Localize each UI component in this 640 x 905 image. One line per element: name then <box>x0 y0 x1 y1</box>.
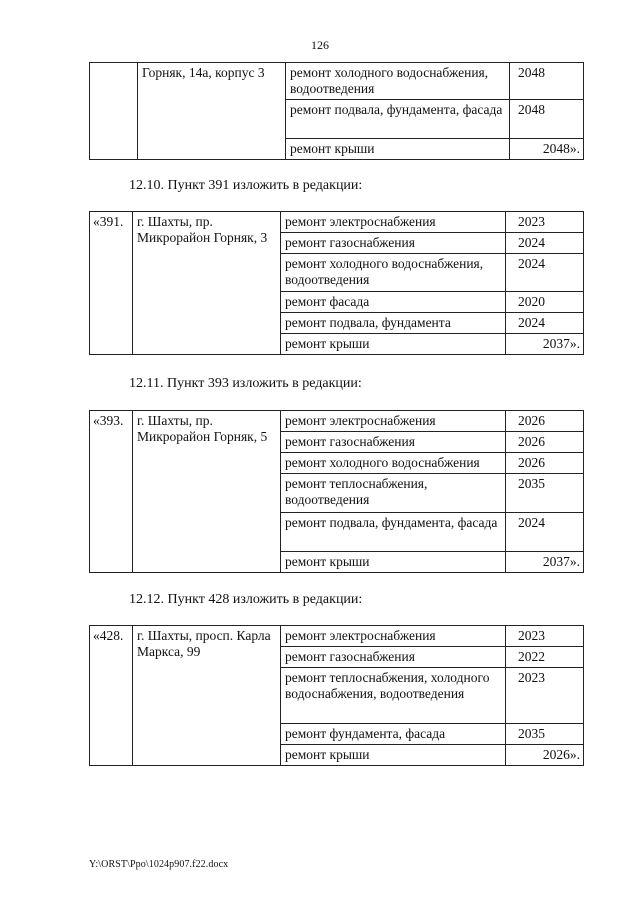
table-row <box>90 63 584 100</box>
year-cell: 2024 <box>506 233 584 254</box>
work-cell: ремонт подвала, фундамента, фасада <box>281 513 506 552</box>
year-cell: 2022 <box>506 647 584 668</box>
year-cell: 2024 <box>506 513 584 552</box>
work-cell: ремонт фасада <box>281 292 506 313</box>
work-cell: ремонт подвала, фундамента <box>281 313 506 334</box>
table-item-391 <box>89 211 584 355</box>
work-cell: ремонт подвала, фундамента, фасада <box>286 100 510 139</box>
year-cell: 2035 <box>506 724 584 745</box>
table-row <box>90 626 584 647</box>
work-cell: ремонт газоснабжения <box>281 432 506 453</box>
work-cell: ремонт фундамента, фасада <box>281 724 506 745</box>
instruction-text: 12.10. Пункт 391 изложить в редакции: <box>129 178 363 193</box>
year-cell: 2026 <box>506 432 584 453</box>
year-cell: 2023 <box>506 668 584 724</box>
item-number-cell: «428. <box>90 626 133 766</box>
year-cell: 2048 <box>510 100 584 139</box>
work-cell: ремонт электроснабжения <box>281 626 506 647</box>
table-item-393 <box>89 410 584 573</box>
item-number-cell: «393. <box>90 411 133 573</box>
table-row <box>90 212 584 233</box>
work-cell: ремонт электроснабжения <box>281 212 506 233</box>
year-cell: 2026». <box>506 745 584 766</box>
instruction-text: 12.11. Пункт 393 изложить в редакции: <box>129 376 362 391</box>
footer-file-path: Y:\ORST\Ppo\1024p907.f22.docx <box>89 859 229 870</box>
table-continuation <box>89 62 584 160</box>
year-cell: 2023 <box>506 626 584 647</box>
year-cell: 2048». <box>510 139 584 160</box>
work-cell: ремонт крыши <box>281 745 506 766</box>
address-cell: Горняк, 14а, корпус 3 <box>138 63 286 160</box>
work-cell: ремонт теплоснабжения, холодного водоснабжения, водоотведения <box>281 668 506 724</box>
item-number-cell: «391. <box>90 212 133 355</box>
year-cell: 2023 <box>506 212 584 233</box>
work-cell: ремонт холодного водоснабжения, водоотведения <box>281 254 506 292</box>
year-cell: 2024 <box>506 254 584 292</box>
work-cell: ремонт крыши <box>286 139 510 160</box>
work-cell: ремонт крыши <box>281 552 506 573</box>
table-row <box>90 411 584 432</box>
address-cell: г. Шахты, пр. Микрорайон Горняк, 3 <box>133 212 281 355</box>
work-cell: ремонт холодного водоснабжения, водоотведения <box>286 63 510 100</box>
year-cell: 2024 <box>506 313 584 334</box>
address-cell: г. Шахты, пр. Микрорайон Горняк, 5 <box>133 411 281 573</box>
work-cell: ремонт газоснабжения <box>281 647 506 668</box>
work-cell: ремонт электроснабжения <box>281 411 506 432</box>
item-number-cell <box>90 63 138 160</box>
address-cell: г. Шахты, просп. Карла Маркса, 99 <box>133 626 281 766</box>
table-item-428 <box>89 625 584 766</box>
work-cell: ремонт газоснабжения <box>281 233 506 254</box>
page-number: 126 <box>311 38 329 52</box>
year-cell: 2037». <box>506 552 584 573</box>
work-cell: ремонт теплоснабжения, водоотведения <box>281 474 506 513</box>
work-cell: ремонт крыши <box>281 334 506 355</box>
year-cell: 2035 <box>506 474 584 513</box>
work-cell: ремонт холодного водоснабжения <box>281 453 506 474</box>
instruction-text: 12.12. Пункт 428 изложить в редакции: <box>129 592 363 607</box>
year-cell: 2026 <box>506 411 584 432</box>
year-cell: 2026 <box>506 453 584 474</box>
year-cell: 2037». <box>506 334 584 355</box>
year-cell: 2048 <box>510 63 584 100</box>
year-cell: 2020 <box>506 292 584 313</box>
